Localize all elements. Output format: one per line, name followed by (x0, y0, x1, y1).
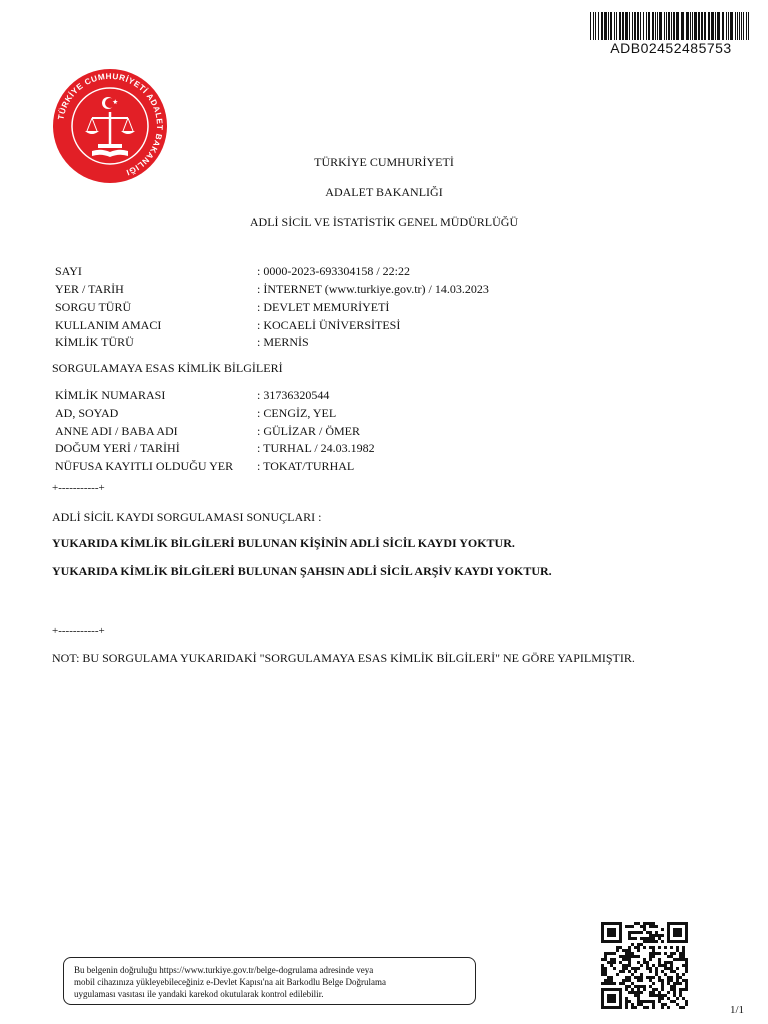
separator-bottom: +-----------+ (52, 625, 105, 637)
result-criminal-record: YUKARIDA KİMLİK BİLGİLERİ BULUNAN KİŞİNİN ADLİ SİCİL KAYDI YOKTUR. (52, 536, 515, 550)
identity-value: : GÜLİZAR / ÖMER (257, 424, 360, 438)
result-archive-record: YUKARIDA KİMLİK BİLGİLERİ BULUNAN ŞAHSIN ADLİ SİCİL ARŞİV KAYDI YOKTUR. (52, 564, 552, 578)
identity-label: KİMLİK NUMARASI (55, 388, 166, 402)
qr-code-image (601, 922, 688, 1009)
identity-label: NÜFUSA KAYITLI OLDUĞU YER (55, 459, 234, 473)
barcode-number: ADB02452485753 (610, 40, 732, 56)
info-label: KULLANIM AMACI (55, 318, 162, 332)
separator-top: +-----------+ (52, 482, 105, 494)
barcode-image (590, 12, 752, 42)
note-text: NOT: BU SORGULAMA YUKARIDAKİ "SORGULAMAYA ESAS KİMLİK BİLGİLERİ" NE GÖRE YAPILMIŞTIR. (52, 651, 635, 665)
identity-value: : TOKAT/TURHAL (257, 459, 355, 473)
identity-label: DOĞUM YERİ / TARİHİ (55, 441, 180, 455)
info-value: : MERNİS (257, 335, 309, 349)
svg-text:TÜRKİYE CUMHURİYETİ ADALET BAK: TÜRKİYE CUMHURİYETİ ADALET BAKANLIĞI (56, 71, 165, 178)
results-title: ADLİ SİCİL KAYDI SORGULAMASI SONUÇLARI : (52, 510, 322, 524)
info-label: SORGU TÜRÜ (55, 300, 132, 314)
header-directorate: ADLİ SİCİL VE İSTATİSTİK GENEL MÜDÜRLÜĞÜ (249, 215, 519, 229)
verification-line-2: mobil cihazınıza yükleyebileceğiniz e-Devlet Kapısı'na ait Barkodlu Belge Doğrulama (74, 977, 387, 987)
page-number: 1/1 (730, 1004, 745, 1016)
verification-line-3: uygulaması vasıtası ile yandaki karekod okutularak kontrol edilebilir. (74, 989, 324, 999)
identity-label: AD, SOYAD (55, 406, 119, 420)
info-value: : KOCAELİ ÜNİVERSİTESİ (257, 318, 401, 332)
identity-value: : TURHAL / 24.03.1982 (257, 441, 375, 455)
verification-notice (63, 957, 476, 1005)
info-label: YER / TARİH (55, 282, 124, 296)
identity-section-title: SORGULAMAYA ESAS KİMLİK BİLGİLERİ (52, 361, 283, 375)
header-ministry: ADALET BAKANLIĞI (325, 185, 443, 199)
identity-value: : 31736320544 (257, 388, 330, 402)
verification-line-1: Bu belgenin doğruluğu https://www.turkiye.gov.tr/belge-dogrulama adresinde veya (74, 965, 374, 975)
identity-value: : CENGİZ, YEL (257, 406, 337, 420)
header-country: TÜRKİYE CUMHURİYETİ (314, 155, 454, 169)
identity-label: ANNE ADI / BABA ADI (55, 424, 178, 438)
info-value: : İNTERNET (www.turkiye.gov.tr) / 14.03.2023 (257, 282, 489, 296)
info-label: KİMLİK TÜRÜ (55, 335, 134, 349)
info-value: : DEVLET MEMURİYETİ (257, 300, 390, 314)
info-label: SAYI (55, 264, 82, 278)
info-value: : 0000-2023-693304158 / 22:22 (257, 264, 410, 278)
